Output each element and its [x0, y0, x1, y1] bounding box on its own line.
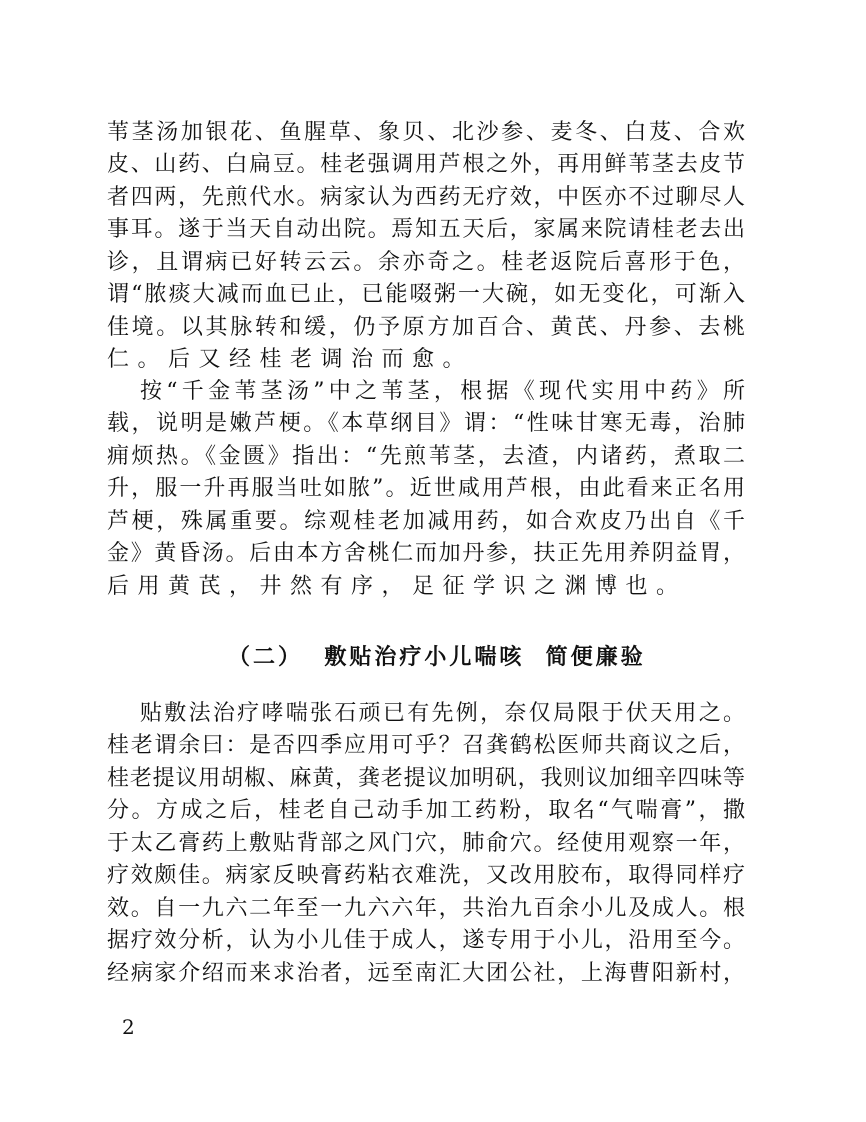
paragraph-3-line: 桂老提议用胡椒、麻黄，龚老提议加明矾，我则议加细辛四味等 [107, 766, 745, 791]
paragraph-1-line: 仁。后又经桂老调治而愈。 [107, 347, 474, 372]
paragraph-2-line: 痈烦热。《金匮》指出：“先煎苇茎，去渣，内诸药，煮取二 [107, 444, 745, 469]
paragraph-3-line: 贴敷法治疗哮喘张石顽已有先例，奈仅局限于伏天用之。 [140, 701, 745, 726]
paragraph-3-line: 于太乙膏药上敷贴背部之风门穴，肺俞穴。经使用观察一年， [107, 831, 745, 856]
section-heading: （二） 敷贴治疗小儿喘咳 简便廉验 [228, 644, 646, 670]
paragraph-2-line: 升，服一升再服当吐如脓”。近世咸用芦根，由此看来正名用 [107, 476, 745, 501]
paragraph-1-line: 佳境。以其脉转和缓，仍予原方加百合、黄芪、丹参、去桃 [107, 315, 745, 340]
paragraph-3-line: 疗效颇佳。病家反映膏药粘衣难洗，又改用胶布，取得同样疗 [107, 863, 745, 888]
paragraph-2-line: 金》黄昏汤。后由本方舍桃仁而加丹参，扶正先用养阴益胃， [107, 541, 745, 566]
page-number: 2 [122, 1015, 135, 1039]
paragraph-3-line: 分。方成之后，桂老自己动手加工药粉，取名“气喘膏”，撒 [107, 798, 745, 823]
paragraph-2-line: 芦梗，殊属重要。综观桂老加减用药，如合欢皮乃出自《千 [107, 509, 745, 534]
paragraph-1-line: 谓“脓痰大减而血已止，已能啜粥一大碗，如无变化，可渐入 [107, 282, 745, 307]
paragraph-1-line: 诊，且谓病已好转云云。余亦奇之。桂老返院后喜形于色， [107, 250, 745, 275]
paragraph-3-line: 效。自一九六二年至一九六六年，共治九百余小儿及成人。根 [107, 896, 745, 921]
paragraph-3-line: 经病家介绍而来求治者，远至南汇大团公社，上海曹阳新村， [107, 961, 745, 986]
paragraph-3-line: 桂老谓余曰：是否四季应用可乎？召龚鹤松医师共商议之后， [107, 733, 745, 758]
paragraph-2-line: 载，说明是嫩芦梗。《本草纲目》谓：“性味甘寒无毒，治肺 [107, 411, 745, 436]
paragraph-1-line: 事耳。遂于当天自动出院。焉知五天后，家属来院请桂老去出 [107, 217, 745, 242]
paragraph-2-line: 后用黄芪，井然有序，足征学识之渊博也。 [107, 574, 687, 599]
paragraph-1-line: 者四两，先煎代水。病家认为西药无疗效，中医亦不过聊尽人 [107, 185, 745, 210]
paragraph-1-line: 皮、山药、白扁豆。桂老强调用芦根之外，再用鲜苇茎去皮节 [107, 152, 745, 177]
paragraph-2-line: 按“千金苇茎汤”中之苇茎，根据《现代实用中药》所 [140, 379, 745, 404]
paragraph-3-line: 据疗效分析，认为小儿佳于成人，遂专用于小儿，沿用至今。 [107, 928, 745, 953]
paragraph-1-line: 苇茎汤加银花、鱼腥草、象贝、北沙参、麦冬、白芨、合欢 [107, 120, 745, 145]
